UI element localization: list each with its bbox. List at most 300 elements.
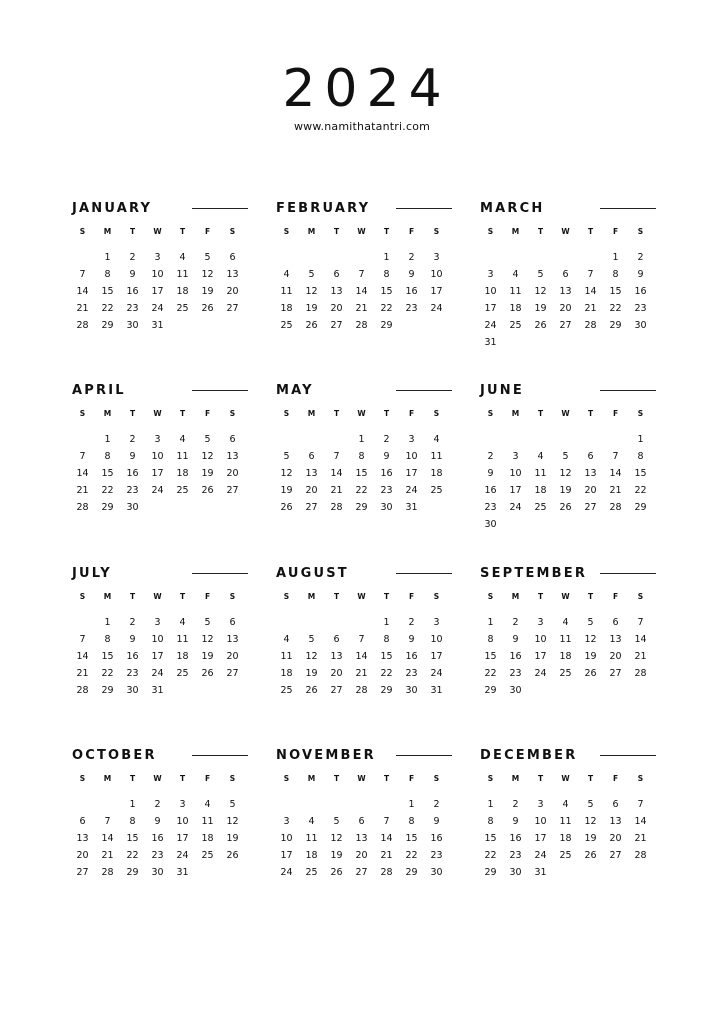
day-cell: 22: [101, 303, 114, 314]
month-december: [480, 748, 656, 878]
day-cell: 26: [305, 685, 318, 696]
day-cell: 5: [204, 252, 211, 263]
month-header: [276, 383, 452, 401]
day-cell: 9: [433, 816, 440, 827]
day-grid: [274, 773, 450, 881]
month-name: JUNE: [480, 383, 524, 398]
day-cell: 20: [330, 303, 343, 314]
day-cell: 16: [380, 468, 393, 479]
day-cell: 11: [430, 451, 443, 462]
weekday-label: S: [637, 409, 644, 418]
day-cell: 2: [154, 799, 161, 810]
weekday-label: M: [307, 774, 316, 783]
day-cell: 10: [151, 269, 164, 280]
day-cell: 27: [226, 303, 239, 314]
day-cell: 23: [430, 850, 443, 861]
day-cell: 30: [484, 519, 497, 530]
weekday-label: W: [153, 409, 162, 418]
weekday-label: M: [307, 409, 316, 418]
day-cell: 21: [101, 850, 114, 861]
day-cell: 29: [380, 685, 393, 696]
day-cell: 2: [129, 617, 136, 628]
day-cell: 26: [201, 668, 214, 679]
day-cell: 18: [559, 651, 572, 662]
day-cell: 7: [587, 269, 594, 280]
day-cell: 18: [534, 485, 547, 496]
day-cell: 13: [609, 816, 622, 827]
weekday-label: S: [637, 774, 644, 783]
day-cell: 19: [534, 303, 547, 314]
day-cell: 19: [584, 651, 597, 662]
day-cell: 14: [76, 651, 89, 662]
month-divider-line: [192, 208, 248, 209]
weekday-label: T: [383, 227, 390, 236]
weekday-label: F: [408, 774, 415, 783]
weekday-label: S: [79, 774, 86, 783]
day-cell: 28: [76, 320, 89, 331]
day-cell: 19: [559, 485, 572, 496]
day-cell: 17: [430, 651, 443, 662]
weekday-label: S: [487, 409, 494, 418]
weekday-label: T: [383, 409, 390, 418]
day-cell: 22: [609, 303, 622, 314]
day-cell: 21: [330, 485, 343, 496]
day-cell: 16: [430, 833, 443, 844]
month-august: [276, 566, 452, 696]
day-cell: 19: [305, 303, 318, 314]
day-cell: 25: [280, 685, 293, 696]
empty-day-cell: [70, 249, 95, 266]
day-cell: 25: [509, 320, 522, 331]
day-cell: 7: [612, 451, 619, 462]
month-name: OCTOBER: [72, 748, 157, 763]
day-cell: 1: [129, 799, 136, 810]
day-cell: 14: [355, 286, 368, 297]
month-name: MAY: [276, 383, 314, 398]
day-cell: 8: [487, 634, 494, 645]
day-cell: 9: [408, 634, 415, 645]
day-cell: 10: [151, 634, 164, 645]
day-cell: 15: [380, 286, 393, 297]
day-cell: 10: [509, 468, 522, 479]
day-cell: 5: [537, 269, 544, 280]
day-cell: 29: [126, 867, 139, 878]
weekday-label: F: [408, 227, 415, 236]
day-cell: 26: [201, 485, 214, 496]
day-cell: 18: [280, 303, 293, 314]
weekday-label: S: [79, 227, 86, 236]
day-cell: 15: [484, 651, 497, 662]
empty-day-cell: [274, 614, 299, 631]
day-cell: 25: [176, 303, 189, 314]
weekday-label: S: [487, 774, 494, 783]
day-cell: 28: [634, 850, 647, 861]
day-cell: 25: [176, 485, 189, 496]
day-cell: 16: [509, 651, 522, 662]
day-cell: 28: [330, 502, 343, 513]
day-cell: 6: [333, 634, 340, 645]
day-cell: 6: [612, 617, 619, 628]
day-cell: 26: [559, 502, 572, 513]
day-cell: 10: [280, 833, 293, 844]
day-cell: 25: [201, 850, 214, 861]
day-cell: 1: [408, 799, 415, 810]
weekday-label: F: [204, 774, 211, 783]
day-cell: 21: [584, 303, 597, 314]
day-cell: 22: [380, 668, 393, 679]
month-divider-line: [600, 390, 656, 391]
day-cell: 27: [330, 685, 343, 696]
day-cell: 17: [430, 286, 443, 297]
day-cell: 31: [430, 685, 443, 696]
day-cell: 1: [383, 617, 390, 628]
empty-day-cell: [578, 431, 603, 448]
day-cell: 20: [226, 651, 239, 662]
day-cell: 24: [534, 668, 547, 679]
day-cell: 22: [101, 485, 114, 496]
day-grid: [478, 773, 654, 881]
day-cell: 1: [104, 252, 111, 263]
day-cell: 21: [76, 303, 89, 314]
month-header: [72, 201, 248, 219]
day-cell: 31: [151, 320, 164, 331]
month-name: SEPTEMBER: [480, 566, 588, 581]
weekday-label: W: [561, 227, 570, 236]
day-cell: 19: [201, 468, 214, 479]
empty-day-cell: [70, 431, 95, 448]
day-cell: 28: [355, 320, 368, 331]
month-november: [276, 748, 452, 878]
day-cell: 16: [126, 651, 139, 662]
month-header: [72, 566, 248, 584]
empty-day-cell: [299, 249, 324, 266]
day-cell: 23: [405, 668, 418, 679]
weekday-label: M: [511, 227, 520, 236]
month-header: [72, 748, 248, 766]
day-cell: 26: [201, 303, 214, 314]
day-cell: 29: [101, 685, 114, 696]
month-header: [480, 201, 656, 219]
day-cell: 15: [355, 468, 368, 479]
weekday-label: T: [179, 227, 186, 236]
day-cell: 13: [226, 269, 239, 280]
day-cell: 13: [330, 286, 343, 297]
day-cell: 15: [101, 651, 114, 662]
day-cell: 13: [226, 451, 239, 462]
day-cell: 12: [201, 269, 214, 280]
day-cell: 11: [280, 651, 293, 662]
day-cell: 5: [587, 799, 594, 810]
day-cell: 16: [405, 286, 418, 297]
day-cell: 20: [584, 485, 597, 496]
day-cell: 15: [405, 833, 418, 844]
weekday-label: S: [433, 409, 440, 418]
day-cell: 26: [280, 502, 293, 513]
day-cell: 16: [484, 485, 497, 496]
weekday-label: F: [204, 409, 211, 418]
day-cell: 25: [559, 850, 572, 861]
day-cell: 13: [609, 634, 622, 645]
day-cell: 17: [484, 303, 497, 314]
empty-day-cell: [324, 249, 349, 266]
day-cell: 3: [408, 434, 415, 445]
weekday-label: F: [612, 592, 619, 601]
day-cell: 3: [537, 799, 544, 810]
day-cell: 25: [176, 668, 189, 679]
day-cell: 4: [179, 434, 186, 445]
day-cell: 6: [308, 451, 315, 462]
day-cell: 15: [101, 468, 114, 479]
day-grid: [70, 408, 246, 516]
day-cell: 7: [637, 799, 644, 810]
day-cell: 3: [154, 434, 161, 445]
day-cell: 29: [609, 320, 622, 331]
day-cell: 25: [534, 502, 547, 513]
day-cell: 2: [487, 451, 494, 462]
day-cell: 9: [637, 269, 644, 280]
day-cell: 19: [280, 485, 293, 496]
day-cell: 12: [330, 833, 343, 844]
day-cell: 13: [76, 833, 89, 844]
day-cell: 5: [283, 451, 290, 462]
month-name: APRIL: [72, 383, 126, 398]
weekday-label: T: [179, 409, 186, 418]
day-cell: 8: [408, 816, 415, 827]
day-cell: 21: [76, 668, 89, 679]
day-cell: 19: [201, 651, 214, 662]
day-cell: 28: [634, 668, 647, 679]
day-cell: 13: [330, 651, 343, 662]
day-cell: 4: [283, 634, 290, 645]
day-cell: 3: [433, 252, 440, 263]
day-cell: 4: [562, 799, 569, 810]
weekday-label: T: [383, 592, 390, 601]
day-cell: 2: [129, 434, 136, 445]
day-cell: 4: [512, 269, 519, 280]
day-grid: [70, 226, 246, 334]
day-cell: 14: [76, 286, 89, 297]
day-cell: 1: [383, 252, 390, 263]
weekday-label: W: [153, 592, 162, 601]
day-cell: 22: [484, 668, 497, 679]
day-cell: 26: [534, 320, 547, 331]
day-cell: 30: [509, 685, 522, 696]
day-cell: 17: [534, 833, 547, 844]
day-cell: 16: [509, 833, 522, 844]
day-cell: 24: [484, 320, 497, 331]
day-cell: 19: [584, 833, 597, 844]
day-cell: 14: [330, 468, 343, 479]
month-april: [72, 383, 248, 513]
weekday-label: M: [307, 227, 316, 236]
weekday-label: T: [333, 227, 340, 236]
weekday-label: S: [637, 592, 644, 601]
day-cell: 12: [305, 286, 318, 297]
weekday-label: T: [537, 227, 544, 236]
day-cell: 4: [179, 617, 186, 628]
month-header: [480, 748, 656, 766]
day-cell: 30: [126, 502, 139, 513]
day-cell: 26: [305, 320, 318, 331]
day-cell: 19: [226, 833, 239, 844]
day-cell: 6: [562, 269, 569, 280]
day-cell: 27: [76, 867, 89, 878]
weekday-label: T: [587, 409, 594, 418]
day-cell: 21: [355, 668, 368, 679]
day-cell: 31: [405, 502, 418, 513]
day-cell: 28: [380, 867, 393, 878]
month-header: [72, 383, 248, 401]
day-cell: 9: [512, 816, 519, 827]
month-name: MARCH: [480, 201, 545, 216]
day-cell: 18: [176, 468, 189, 479]
day-cell: 6: [229, 617, 236, 628]
month-name: JANUARY: [72, 201, 153, 216]
weekday-label: T: [333, 774, 340, 783]
empty-day-cell: [274, 431, 299, 448]
day-cell: 20: [609, 651, 622, 662]
day-cell: 15: [101, 286, 114, 297]
day-cell: 15: [126, 833, 139, 844]
day-cell: 18: [509, 303, 522, 314]
weekday-label: T: [129, 774, 136, 783]
month-january: [72, 201, 248, 331]
day-cell: 7: [358, 269, 365, 280]
day-cell: 14: [634, 816, 647, 827]
day-cell: 6: [79, 816, 86, 827]
day-cell: 2: [129, 252, 136, 263]
day-cell: 24: [405, 485, 418, 496]
empty-day-cell: [503, 431, 528, 448]
empty-day-cell: [70, 796, 95, 813]
day-grid: [274, 408, 450, 516]
day-cell: 6: [612, 799, 619, 810]
day-cell: 28: [76, 685, 89, 696]
weekday-label: T: [129, 227, 136, 236]
day-cell: 21: [380, 850, 393, 861]
day-cell: 22: [484, 850, 497, 861]
month-divider-line: [396, 390, 452, 391]
weekday-label: T: [537, 409, 544, 418]
day-cell: 4: [433, 434, 440, 445]
day-cell: 27: [559, 320, 572, 331]
day-cell: 31: [176, 867, 189, 878]
day-cell: 10: [430, 269, 443, 280]
day-cell: 26: [330, 867, 343, 878]
day-cell: 29: [380, 320, 393, 331]
website-url: www.namithatantri.com: [293, 120, 431, 133]
day-grid: [70, 591, 246, 699]
day-cell: 5: [333, 816, 340, 827]
day-cell: 8: [129, 816, 136, 827]
day-cell: 17: [405, 468, 418, 479]
day-cell: 8: [383, 634, 390, 645]
day-cell: 24: [509, 502, 522, 513]
weekday-label: T: [537, 592, 544, 601]
day-cell: 8: [487, 816, 494, 827]
empty-day-cell: [95, 796, 120, 813]
day-cell: 17: [176, 833, 189, 844]
empty-day-cell: [349, 796, 374, 813]
day-cell: 23: [634, 303, 647, 314]
day-cell: 9: [129, 269, 136, 280]
empty-day-cell: [578, 249, 603, 266]
day-cell: 12: [201, 451, 214, 462]
day-cell: 29: [484, 685, 497, 696]
day-cell: 11: [534, 468, 547, 479]
day-cell: 14: [609, 468, 622, 479]
month-name: FEBRUARY: [276, 201, 371, 216]
weekday-label: M: [103, 409, 112, 418]
day-cell: 12: [201, 634, 214, 645]
weekday-label: W: [357, 774, 366, 783]
empty-day-cell: [324, 431, 349, 448]
day-cell: 24: [280, 867, 293, 878]
day-cell: 23: [126, 485, 139, 496]
day-cell: 15: [609, 286, 622, 297]
weekday-label: S: [229, 227, 236, 236]
day-cell: 2: [433, 799, 440, 810]
day-cell: 4: [308, 816, 315, 827]
day-cell: 30: [509, 867, 522, 878]
day-cell: 28: [609, 502, 622, 513]
day-cell: 29: [101, 502, 114, 513]
empty-day-cell: [349, 249, 374, 266]
weekday-label: T: [129, 592, 136, 601]
day-cell: 16: [634, 286, 647, 297]
day-cell: 1: [637, 434, 644, 445]
weekday-label: W: [357, 592, 366, 601]
day-cell: 11: [559, 816, 572, 827]
empty-day-cell: [553, 249, 578, 266]
day-cell: 4: [562, 617, 569, 628]
day-cell: 3: [283, 816, 290, 827]
day-cell: 14: [76, 468, 89, 479]
day-cell: 2: [383, 434, 390, 445]
day-cell: 28: [584, 320, 597, 331]
day-cell: 24: [430, 668, 443, 679]
day-cell: 11: [559, 634, 572, 645]
day-cell: 17: [151, 468, 164, 479]
weekday-label: W: [561, 592, 570, 601]
weekday-label: T: [587, 227, 594, 236]
weekday-label: T: [587, 774, 594, 783]
day-cell: 22: [101, 668, 114, 679]
day-cell: 10: [534, 816, 547, 827]
weekday-label: W: [153, 774, 162, 783]
month-february: [276, 201, 452, 331]
day-cell: 27: [330, 320, 343, 331]
day-cell: 23: [151, 850, 164, 861]
month-name: JULY: [72, 566, 112, 581]
day-cell: 9: [512, 634, 519, 645]
weekday-label: T: [333, 409, 340, 418]
day-cell: 7: [79, 269, 86, 280]
weekday-label: S: [283, 774, 290, 783]
day-cell: 21: [634, 651, 647, 662]
weekday-label: T: [179, 774, 186, 783]
day-cell: 24: [534, 850, 547, 861]
day-cell: 6: [229, 434, 236, 445]
month-september: [480, 566, 656, 696]
day-cell: 10: [405, 451, 418, 462]
day-cell: 13: [226, 634, 239, 645]
day-cell: 7: [383, 816, 390, 827]
day-cell: 17: [280, 850, 293, 861]
month-divider-line: [600, 755, 656, 756]
calendar-year-title: 2024: [282, 59, 451, 119]
day-cell: 4: [179, 252, 186, 263]
